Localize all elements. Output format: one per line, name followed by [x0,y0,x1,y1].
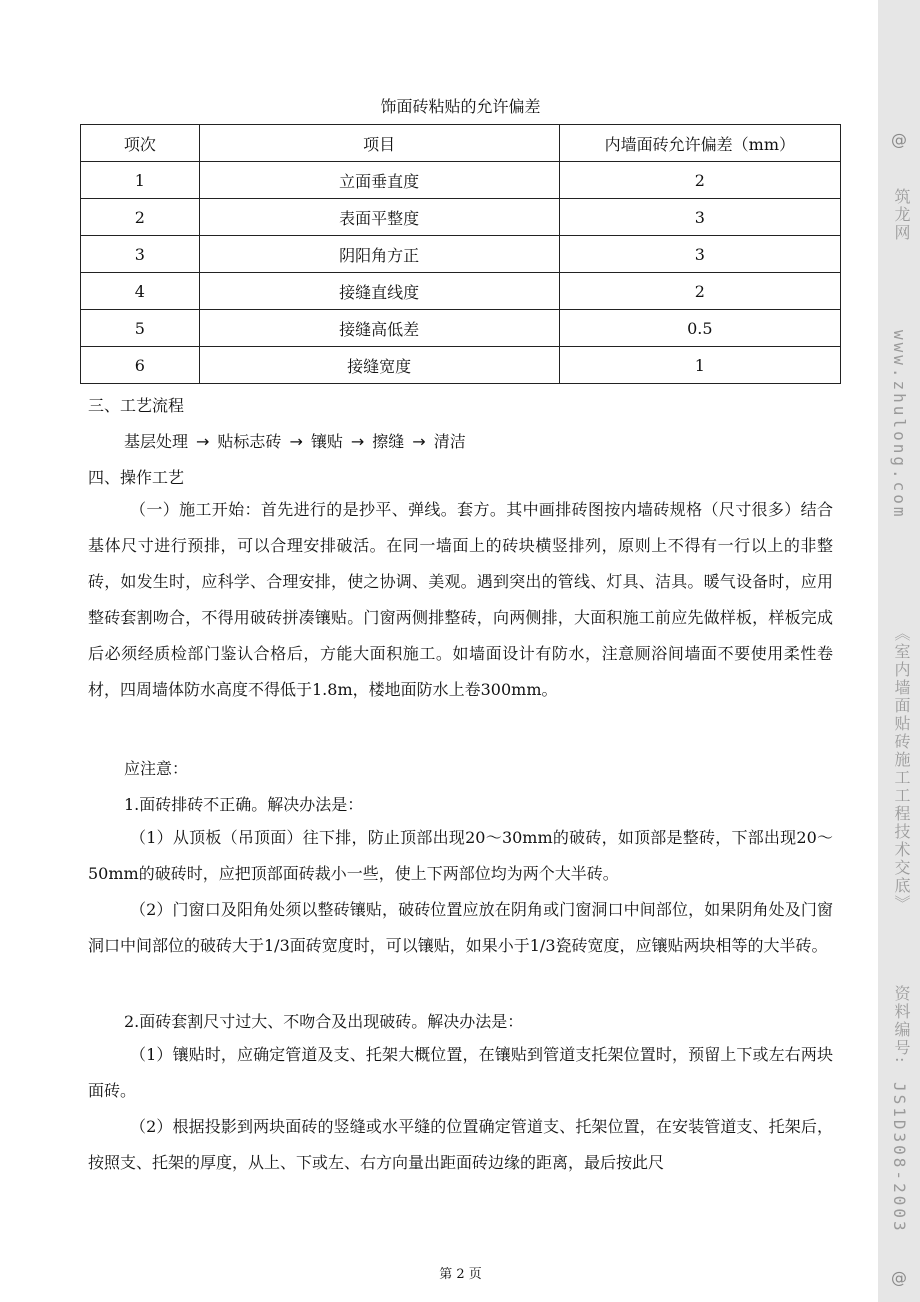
item1-heading: 1.面砖排砖不正确。解决办法是： [124,795,364,814]
table-row [81,347,841,384]
cell-tolerance: 1 [559,347,840,384]
cell-index: 5 [81,310,200,347]
doc-number: JS1D308-2003 [890,1082,909,1234]
site-url: www.zhulong.com [890,330,909,520]
table-header-row [81,125,841,162]
cell-index: 1 [81,162,200,199]
cell-tolerance: 2 [559,162,840,199]
section4-heading: 四、操作工艺 [88,468,185,487]
table-row [81,273,841,310]
cell-index: 6 [81,347,200,384]
header-index: 项次 [81,125,200,162]
process-flow [124,429,466,452]
cell-tolerance: 2 [559,273,840,310]
flow-step: 清洁 [433,432,466,451]
table-row [81,162,841,199]
paragraph-construction-start: （一）施工开始：首先进行的是抄平、弹线。套方。其中画排砖图按内墙砖规格（尺寸很多）结合基体尺寸进行预排，可以合理安排破活。在同一墙面上的砖块横竖排列，原则上不得有一行以上的非整砖，如发生时，应科学、合理安排，使之协调、美观。遇到突出的管线、灯具、洁具。暖气设备时，应用整砖套割吻合，不得用破砖拼凑镶贴。门窗两侧排整砖，向两侧排，大面积施工前应先做样板，样板完成后必须经质检部门鉴认合格后，方能大面积施工。如墙面设计有防水，注意厕浴间墙面不要使用柔性卷材，四周墙体防水高度不得低于1.8m，楼地面防水上卷300mm。 [88,500,833,699]
item2-point2: （2）根据投影到两块面砖的竖缝或水平缝的位置确定管道支、托架位置，在安装管道支、托架后，按照支、托架的厚度，从上、下或左、右方向量出距面砖边缘的距离，最后按此尺 [88,1117,833,1172]
cell-item: 接缝高低差 [199,310,559,347]
table-title: 饰面砖粘贴的允许偏差 [380,97,541,116]
header-item: 项目 [199,125,559,162]
section3-heading: 三、工艺流程 [88,396,185,415]
cell-index: 4 [81,273,200,310]
item1-point2: （2）门窗口及阳角处须以整砖镶贴，破砖位置应放在阴角或门窗洞口中间部位，如果阴角处及门窗洞口中间部位的破砖大于1/3面砖宽度时，可以镶贴，如果小于1/3瓷砖宽度，应镶贴两块相等的大半砖。 [88,900,833,955]
header-tolerance: 内墙面砖允许偏差（mm） [559,125,840,162]
page-number: 第 2 页 [439,1267,482,1282]
watermark-sidebar [878,0,920,1302]
flow-step: 基层处理 [124,432,189,451]
at-icon: @ [891,130,907,149]
cell-item: 表面平整度 [199,199,559,236]
cell-item: 接缝直线度 [199,273,559,310]
cell-tolerance: 3 [559,236,840,273]
site-name: 筑龙网 [892,188,911,242]
flow-step: 贴标志砖 [217,432,282,451]
cell-tolerance: 0.5 [559,310,840,347]
table-row [81,199,841,236]
arrow-icon: → [196,432,210,451]
item2-heading: 2.面砖套割尺寸过大、不吻合及出现破砖。解决办法是： [124,1012,524,1031]
cell-tolerance: 3 [559,199,840,236]
item2-point1: （1）镶贴时，应确定管道及支、托架大概位置，在镶贴到管道支托架位置时，预留上下或左右两块面砖。 [88,1045,833,1100]
tolerance-table [80,124,841,384]
at-icon: @ [891,1268,907,1287]
flow-step: 镶贴 [310,432,343,451]
cell-item: 阴阳角方正 [199,236,559,273]
cell-index: 3 [81,236,200,273]
arrow-icon: → [350,432,365,451]
cell-index: 2 [81,199,200,236]
arrow-icon: → [412,432,426,451]
doc-number-label: 资料编号: [892,985,911,1065]
cell-item: 接缝宽度 [199,347,559,384]
doc-title: 《室内墙面贴砖施工工程技术交底》 [892,625,911,913]
flow-step: 擦缝 [372,432,405,451]
table-row [81,310,841,347]
note-label: 应注意： [124,759,189,778]
arrow-icon: → [289,432,303,451]
table-row [81,236,841,273]
item1-point1: （1）从顶板（吊顶面）往下排，防止顶部出现20～30mm的破砖，如顶部是整砖，下部出现20～50mm的破砖时，应把顶部面砖裁小一些，使上下两部位均为两个大半砖。 [88,828,833,883]
cell-item: 立面垂直度 [199,162,559,199]
